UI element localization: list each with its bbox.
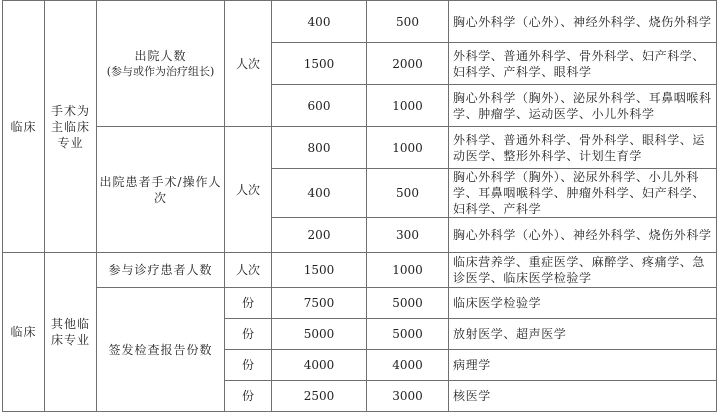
specialty-cell: 胸心外科学（心外）、神经外科学、烧伤外科学 [449,1,717,43]
unit-cell: 份 [225,381,272,412]
max-value: 1000 [367,253,449,288]
specialty-cell: 放射医学、超声医学 [449,319,717,350]
unit-cell: 份 [225,350,272,381]
category-cell: 临床 [3,253,45,412]
max-value: 300 [367,218,449,253]
item-cell: 签发检查报告份数 [97,288,225,412]
max-value: 500 [367,169,449,218]
unit-cell: 份 [225,319,272,350]
item-note: (参与或作为治疗组长) [106,64,215,78]
min-value: 2500 [272,381,367,412]
max-value: 2000 [367,43,449,85]
table-row [3,288,717,319]
specialty-cell: 胸心外科学（心外）、神经外科学、烧伤外科学 [449,218,717,253]
max-value: 1000 [367,127,449,169]
specialty-cell: 临床营养学、重症医学、麻醉学、疼痛学、急诊医学、临床医学检验学 [449,253,717,288]
max-value: 1000 [367,85,449,127]
specialty-cell: 外科学、普通外科学、骨外科学、眼科学、运动医学、整形外科学、计划生育学 [449,127,717,169]
min-value: 400 [272,169,367,218]
specialty-cell: 外科学、普通外科学、骨外科学、妇产科学、妇科学、产科学、眼科学 [449,43,717,85]
max-value: 5000 [367,319,449,350]
specialty-cell: 胸心外科学（胸外）、泌尿外科学、小儿外科学、耳鼻咽喉科学、肿瘤外科学、妇产科学、妇科学、产科学 [449,169,717,218]
item-cell [97,1,225,127]
table-row [3,1,717,43]
item-label: 出院人数 [134,48,187,63]
unit-cell: 人次 [225,253,272,288]
specialty-cell: 胸心外科学（胸外）、泌尿外科学、耳鼻咽喉科学、肿瘤学、运动医学、小儿外科学 [449,85,717,127]
max-value: 5000 [367,288,449,319]
min-value: 800 [272,127,367,169]
min-value: 1500 [272,253,367,288]
min-value: 7500 [272,288,367,319]
min-value: 1500 [272,43,367,85]
specialty-cell: 病理学 [449,350,717,381]
unit-cell: 人次 [225,1,272,127]
category-cell: 临床 [3,1,45,253]
table-row [3,253,717,288]
min-value: 4000 [272,350,367,381]
table-row [3,127,717,169]
min-value: 400 [272,1,367,43]
specialty-cell: 临床医学检验学 [449,288,717,319]
requirements-table [2,0,717,412]
specialty-cell: 核医学 [449,381,717,412]
item-cell: 参与诊疗患者人数 [97,253,225,288]
item-cell: 出院患者手术/操作人次 [97,127,225,253]
max-value: 500 [367,1,449,43]
min-value: 5000 [272,319,367,350]
max-value: 4000 [367,350,449,381]
min-value: 600 [272,85,367,127]
min-value: 200 [272,218,367,253]
subtype-cell: 手术为主临床专业 [45,1,97,253]
max-value: 3000 [367,381,449,412]
unit-cell: 人次 [225,127,272,253]
unit-cell: 份 [225,288,272,319]
subtype-cell: 其他临床专业 [45,253,97,412]
